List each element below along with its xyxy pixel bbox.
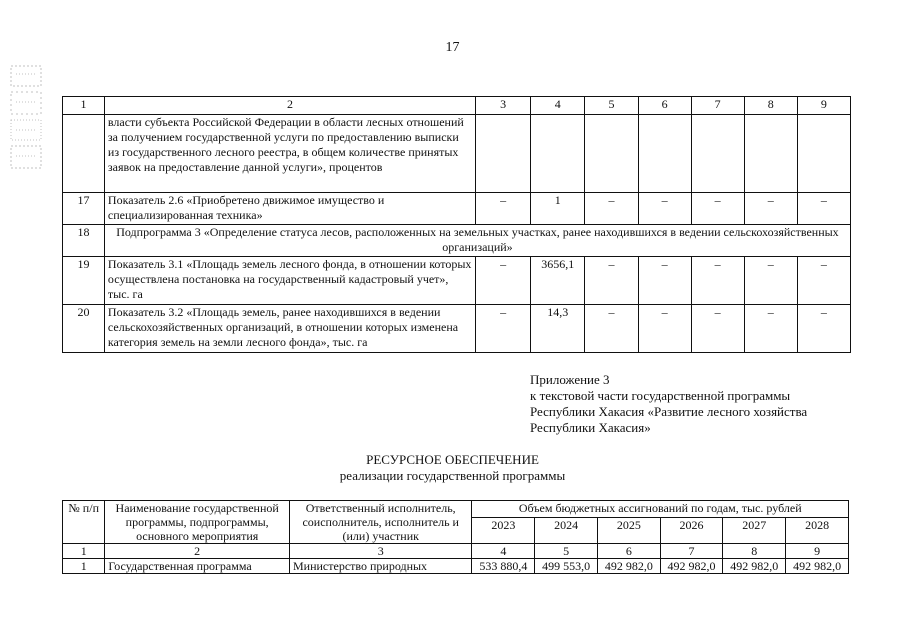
value-cell: 1 <box>531 193 585 225</box>
year-cell: 2024 <box>535 518 598 544</box>
header-cell: 2 <box>104 97 475 115</box>
year-cell: 2025 <box>597 518 660 544</box>
header-cell: 8 <box>744 97 797 115</box>
header-cell: 1 <box>63 97 105 115</box>
value-cell: – <box>691 305 744 353</box>
header-cell-budget: Объем бюджетных ассигнований по годам, тыс. рублей <box>472 501 849 518</box>
appendix-line: Республики Хакасия «Развитие лесного хозяйства <box>530 404 808 419</box>
subtitle-line: реализации государственной программы <box>339 468 566 483</box>
header-cell: 7 <box>691 97 744 115</box>
resources-table <box>62 500 849 574</box>
table-row <box>63 225 851 257</box>
value-cell: 3656,1 <box>531 257 585 305</box>
value-cell: – <box>744 305 797 353</box>
header-cell: 4 <box>531 97 585 115</box>
indicator-name: Показатель 3.2 «Площадь земель, ранее находившихся в ведении сельскохозяйственных организаций, в отношении которых изменена категория земель на земли лесного фонда», тыс. га <box>104 305 475 353</box>
row-number-cell <box>63 115 105 193</box>
value-cell: – <box>691 257 744 305</box>
indicator-name: Показатель 2.6 «Приобретено движимое имущество и специализированная техника» <box>104 193 475 225</box>
appendix-line: Приложение 3 <box>530 372 610 387</box>
budget-value-cell: 492 982,0 <box>660 559 723 574</box>
header-cell: 5 <box>585 97 638 115</box>
page-number: 17 <box>445 40 460 55</box>
value-cell: – <box>585 257 638 305</box>
value-cell: – <box>744 257 797 305</box>
row-number-cell: 1 <box>63 559 105 574</box>
year-cell: 2028 <box>786 518 849 544</box>
header-cell: 6 <box>638 97 691 115</box>
row-number-cell: 19 <box>63 257 105 305</box>
appendix-note <box>530 372 807 436</box>
index-cell: 3 <box>289 544 472 559</box>
value-cell: – <box>797 305 850 353</box>
value-cell: – <box>638 305 691 353</box>
table-row <box>63 305 851 353</box>
table-index-row <box>63 544 849 559</box>
value-cell: – <box>638 193 691 225</box>
row-number-cell: 18 <box>63 225 105 257</box>
index-cell: 7 <box>660 544 723 559</box>
header-cell-responsible: Ответственный исполнитель, соисполнитель, исполнитель и (или) участник <box>289 501 472 544</box>
budget-value-cell: 492 982,0 <box>723 559 786 574</box>
budget-value-cell: 492 982,0 <box>786 559 849 574</box>
responsible-cell: Министерство природных <box>289 559 472 574</box>
indicators-table <box>62 96 851 353</box>
value-cell: – <box>476 257 531 305</box>
value-cell: – <box>744 193 797 225</box>
year-cell: 2023 <box>472 518 535 544</box>
table-row <box>63 193 851 225</box>
value-cell: – <box>797 257 850 305</box>
value-cell: – <box>585 193 638 225</box>
index-cell: 1 <box>63 544 105 559</box>
table-header-row <box>63 97 851 115</box>
row-number-cell: 20 <box>63 305 105 353</box>
appendix-line: Республики Хакасия» <box>530 420 651 435</box>
header-cell: 3 <box>476 97 531 115</box>
budget-value-cell: 492 982,0 <box>597 559 660 574</box>
table-row <box>63 115 851 193</box>
index-cell: 8 <box>723 544 786 559</box>
appendix-line: к текстовой части государственной программы <box>530 388 791 403</box>
index-cell: 5 <box>535 544 598 559</box>
index-cell: 4 <box>472 544 535 559</box>
value-cell: – <box>638 257 691 305</box>
value-cell: – <box>691 193 744 225</box>
table-row <box>63 559 849 574</box>
table-header-row <box>63 501 849 518</box>
program-name-cell: Государственная программа <box>105 559 290 574</box>
section-title <box>0 452 905 484</box>
budget-value-cell: 499 553,0 <box>535 559 598 574</box>
row-number-cell: 17 <box>63 193 105 225</box>
value-cell: – <box>476 193 531 225</box>
subprogram-title: Подпрограмма 3 «Определение статуса лесов, расположенных на земельных участках, ранее находившихся в ведении сельскохозяйственных организаций» <box>104 225 850 257</box>
index-cell: 2 <box>105 544 290 559</box>
value-cell: 14,3 <box>531 305 585 353</box>
header-cell-number: № п/п <box>63 501 105 544</box>
value-cell: – <box>476 305 531 353</box>
year-cell: 2027 <box>723 518 786 544</box>
side-stamp <box>8 62 46 174</box>
indicator-name: Показатель 3.1 «Площадь земель лесного фонда, в отношении которых осуществлена постановка на государственный кадастровый учет», тыс. га <box>104 257 475 305</box>
table-row <box>63 257 851 305</box>
index-cell: 9 <box>786 544 849 559</box>
title-line: РЕСУРСНОЕ ОБЕСПЕЧЕНИЕ <box>366 452 539 467</box>
index-cell: 6 <box>597 544 660 559</box>
indicator-name-continued: власти субъекта Российской Федерации в области лесных отношений за получением государственной услуги по предоставлению выписки из государственного лесного реестра, в общем количестве принятых заявок на предоставление данной услуги», процентов <box>104 115 475 193</box>
header-cell-name: Наименование государственной программы, подпрограммы, основного мероприятия <box>105 501 290 544</box>
header-cell: 9 <box>797 97 850 115</box>
year-cell: 2026 <box>660 518 723 544</box>
value-cell: – <box>585 305 638 353</box>
value-cell: – <box>797 193 850 225</box>
budget-value-cell: 533 880,4 <box>472 559 535 574</box>
